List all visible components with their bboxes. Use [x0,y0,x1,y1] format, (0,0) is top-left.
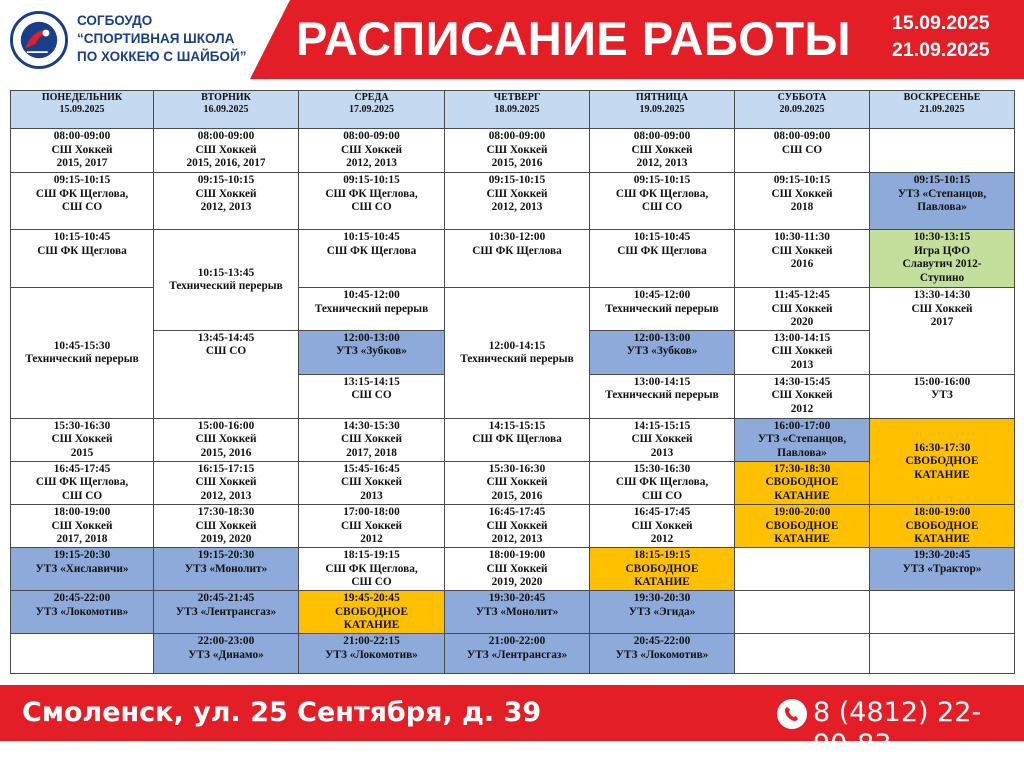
slot-wed-7: 14:30-15:30 СШ Хоккей 2017, 2018 [299,418,445,461]
slot-wed-10: 18:15-19:15 СШ ФК Щеглова, СШ СО [299,547,445,590]
slot-thu-4-break: 12:00-14:15 Технический перерыв [445,288,590,419]
slot-sun-4: 13:30-14:30 СШ Хоккей 2017 [870,288,1015,375]
day-header-saturday: СУББОТА 20.09.2025 [735,91,870,129]
slot-thu-12: 21:00-22:00 УТЗ «Лентрансгаз» [445,633,590,673]
slot-sat-1: 08:00-09:00 СШ СО [735,129,870,173]
org-line-1: СОГБОУДО [77,13,153,28]
slot-wed-4-break: 10:45-12:00 Технический перерыв [299,288,445,331]
slot-fri-10-free-skate: 18:15-19:15 СВОБОДНОЕ КАТАНИЕ [590,547,735,590]
slot-sun-10: 19:30-20:45 УТЗ «Трактор» [870,547,1015,590]
table-row [11,590,1015,633]
slot-sun-3-game: 10:30-13:15 Игра ЦФО Славутич 2012- Ступино [870,230,1015,288]
slot-wed-3: 10:15-10:45 СШ ФК Щеглова [299,230,445,288]
slot-sat-11-empty [735,590,870,633]
slot-wed-8: 15:45-16:45 СШ Хоккей 2013 [299,461,445,504]
slot-sat-6: 14:30-15:45 СШ Хоккей 2012 [735,374,870,418]
organization-name [77,12,246,66]
day-header-sunday: ВОСКРЕСЕНЬЕ 21.09.2025 [870,91,1015,129]
slot-fri-9: 16:45-17:45 СШ Хоккей 2012 [590,504,735,547]
slot-fri-1: 08:00-09:00 СШ Хоккей 2012, 2013 [590,129,735,173]
table-row [11,547,1015,590]
slot-wed-2: 09:15-10:15 СШ ФК Щеглова, СШ СО [299,173,445,230]
slot-sat-9-free-skate: 19:00-20:00 СВОБОДНОЕ КАТАНИЕ [735,504,870,547]
slot-thu-9: 16:45-17:45 СШ Хоккей 2012, 2013 [445,504,590,547]
slot-thu-7: 14:15-15:15 СШ ФК Щеглова [445,418,590,461]
slot-wed-11-free-skate: 19:45-20:45 СВОБОДНОЕ КАТАНИЕ [299,590,445,633]
slot-wed-6: 13:15-14:15 СШ СО [299,374,445,418]
slot-mon-12-empty [11,633,154,673]
slot-thu-2: 09:15-10:15 СШ Хоккей 2012, 2013 [445,173,590,230]
slot-tue-9: 17:30-18:30 СШ Хоккей 2019, 2020 [154,504,299,547]
page-title: РАСПИСАНИЕ РАБОТЫ [296,12,852,65]
slot-tue-12: 22:00-23:00 УТЗ «Динамо» [154,633,299,673]
date-from: 15.09.2025 [892,12,990,34]
slot-mon-8: 16:45-17:45 СШ ФК Щеглова, СШ СО [11,461,154,504]
slot-fri-2: 09:15-10:15 СШ ФК Щеглова, СШ СО [590,173,735,230]
slot-sun-7-free-skate: 16:30-17:30 СВОБОДНОЕ КАТАНИЕ [870,418,1015,504]
table-row [11,230,1015,288]
table-row [11,418,1015,461]
slot-sat-4: 11:45-12:45 СШ Хоккей 2020 [735,288,870,331]
table-row [11,129,1015,173]
slot-thu-11: 19:30-20:45 УТЗ «Монолит» [445,590,590,633]
slot-wed-9: 17:00-18:00 СШ Хоккей 2012 [299,504,445,547]
hockey-player-icon [13,14,65,66]
org-line-2: “СПОРТИВНАЯ ШКОЛА [77,31,235,46]
slot-tue-5: 13:45-14:45 СШ СО [154,330,299,418]
day-header-wednesday: СРЕДА 17.09.2025 [299,91,445,129]
day-header-monday: ПОНЕДЕЛЬНИК 15.09.2025 [11,91,154,129]
table-row [11,504,1015,547]
slot-tue-2: 09:15-10:15 СШ Хоккей 2012, 2013 [154,173,299,230]
slot-fri-12: 20:45-22:00 УТЗ «Локомотив» [590,633,735,673]
slot-sun-1-empty [870,129,1015,173]
day-header-friday: ПЯТНИЦА 19.09.2025 [590,91,735,129]
slot-sat-5: 13:00-14:15 СШ Хоккей 2013 [735,330,870,374]
slot-sun-2: 09:15-10:15 УТЗ «Степанцов, Павлова» [870,173,1015,230]
phone-number[interactable]: 8 (4812) 22-90-83 [813,697,982,760]
table-row [11,173,1015,230]
slot-sun-6: 15:00-16:00 УТЗ [870,374,1015,418]
phone-icon [777,699,807,729]
schedule-table [10,90,1015,674]
org-line-3: ПО ХОККЕЮ С ШАЙБОЙ” [77,49,247,64]
slot-tue-3-break: 10:15-13:45 Технический перерыв [154,230,299,331]
slot-wed-12: 21:00-22:15 УТЗ «Локомотив» [299,633,445,673]
slot-sat-3: 10:30-11:30 СШ Хоккей 2016 [735,230,870,288]
slot-fri-7: 14:15-15:15 СШ Хоккей 2013 [590,418,735,461]
slot-tue-7: 15:00-16:00 СШ Хоккей 2015, 2016 [154,418,299,461]
days-header-row [11,91,1015,129]
slot-tue-10: 19:15-20:30 УТЗ «Монолит» [154,547,299,590]
slot-tue-11: 20:45-21:45 УТЗ «Лентрансгаз» [154,590,299,633]
slot-thu-10: 18:00-19:00 СШ Хоккей 2019, 2020 [445,547,590,590]
slot-mon-2: 09:15-10:15 СШ ФК Щеглова, СШ СО [11,173,154,230]
slot-sat-12-empty [735,633,870,673]
address: Смоленск, ул. 25 Сентября, д. 39 [22,697,542,728]
slot-sun-11-empty [870,590,1015,633]
slot-sun-12-empty [870,633,1015,673]
slot-mon-11: 20:45-22:00 УТЗ «Локомотив» [11,590,154,633]
slot-thu-1: 08:00-09:00 СШ Хоккей 2015, 2016 [445,129,590,173]
slot-mon-7: 15:30-16:30 СШ Хоккей 2015 [11,418,154,461]
slot-mon-3: 10:15-10:45 СШ ФК Щеглова [11,230,154,288]
slot-thu-8: 15:30-16:30 СШ Хоккей 2015, 2016 [445,461,590,504]
slot-fri-11: 19:30-20:30 УТЗ «Эгида» [590,590,735,633]
slot-thu-3: 10:30-12:00 СШ ФК Щеглова [445,230,590,288]
table-row [11,461,1015,504]
slot-wed-5: 12:00-13:00 УТЗ «Зубков» [299,330,445,374]
slot-sat-10-empty [735,547,870,590]
slot-fri-4-break: 10:45-12:00 Технический перерыв [590,288,735,331]
slot-sat-8-free-skate: 17:30-18:30 СВОБОДНОЕ КАТАНИЕ [735,461,870,504]
slot-fri-5: 12:00-13:00 УТЗ «Зубков» [590,330,735,374]
date-range [892,10,990,64]
slot-tue-8: 16:15-17:15 СШ Хоккей 2012, 2013 [154,461,299,504]
day-header-thursday: ЧЕТВЕРГ 18.09.2025 [445,91,590,129]
date-to: 21.09.2025 [892,39,990,61]
table-row [11,633,1015,673]
slot-fri-6-break: 13:00-14:15 Технический перерыв [590,374,735,418]
day-header-tuesday: ВТОРНИК 16.09.2025 [154,91,299,129]
slot-wed-1: 08:00-09:00 СШ Хоккей 2012, 2013 [299,129,445,173]
slot-mon-1: 08:00-09:00 СШ Хоккей 2015, 2017 [11,129,154,173]
slot-mon-9: 18:00-19:00 СШ Хоккей 2017, 2018 [11,504,154,547]
slot-sat-2: 09:15-10:15 СШ Хоккей 2018 [735,173,870,230]
slot-fri-8: 15:30-16:30 СШ ФК Щеглова, СШ СО [590,461,735,504]
slot-fri-3: 10:15-10:45 СШ ФК Щеглова [590,230,735,288]
school-logo [10,11,68,69]
slot-mon-10: 19:15-20:30 УТЗ «Хиславичи» [11,547,154,590]
slot-tue-1: 08:00-09:00 СШ Хоккей 2015, 2016, 2017 [154,129,299,173]
slot-sun-9-free-skate: 18:00-19:00 СВОБОДНОЕ КАТАНИЕ [870,504,1015,547]
slot-sat-7: 16:00-17:00 УТЗ «Степанцов, Павлова» [735,418,870,461]
slot-mon-4-break: 10:45-15:30 Технический перерыв [11,288,154,419]
